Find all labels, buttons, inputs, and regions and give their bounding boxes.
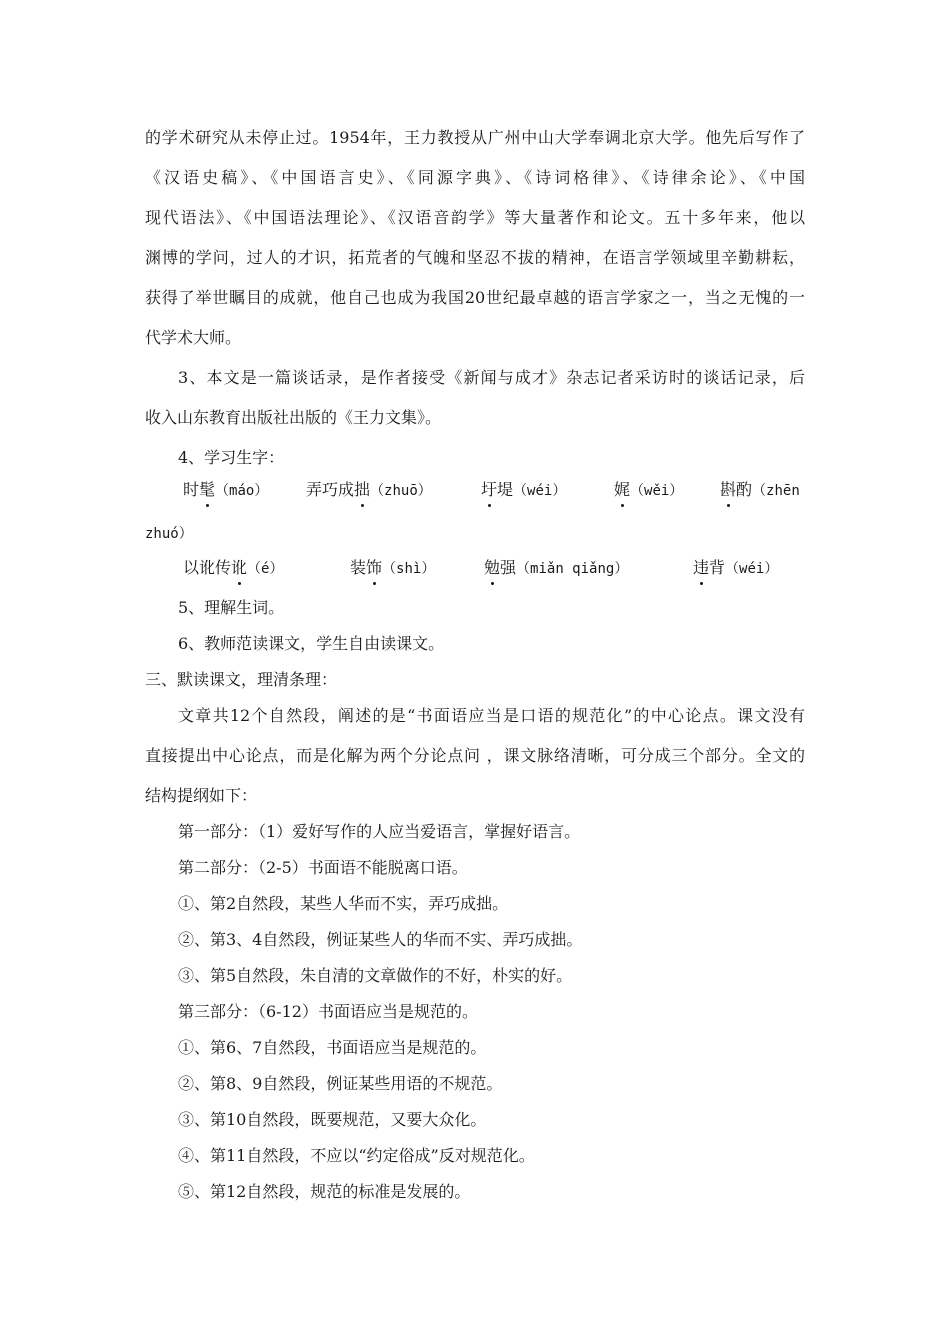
vocab-word: 弄巧成拙（zhuō） xyxy=(306,480,432,499)
intro-line: 的学术研究从未停止过。1954年，王力教授从广州中山大学奉调北京大学。他先后写作了 xyxy=(145,128,805,147)
intro-line: 代学术大师。 xyxy=(145,328,242,347)
section3-para-line: 直接提出中心论点，而是化解为两个分论点问 ，课文脉络清晰，可分成三个部分。全文的 xyxy=(145,746,805,765)
vocab-word: 娓（wěi） xyxy=(614,480,684,499)
intro-line: 获得了举世瞩目的成就，他自己也成为我国20世纪最卓越的语言学家之一，当之无愧的一 xyxy=(145,288,805,307)
vocab-word: 圩堤（wéi） xyxy=(481,480,567,499)
item3-line2: 收入山东教育出版社出版的《王力文集》。 xyxy=(145,408,442,427)
vocab-word: 时髦（máo） xyxy=(183,480,269,499)
section3-heading: 三、默读课文，理清条理： xyxy=(145,670,338,689)
vocab-wrap: zhuó） xyxy=(145,526,193,542)
outline-item: ③、第5自然段，朱自清的文章做作的不好，朴实的好。 xyxy=(178,966,573,985)
item4-title: 4、学习生字： xyxy=(178,448,285,467)
intro-line: 《汉语史稿》、《中国语言史》、《同源字典》、《诗词格律》、《诗律余论》、《中国 xyxy=(145,168,805,187)
item3-line1: 3、本文是一篇谈话录，是作者接受《新闻与成才》杂志记者采访时的谈话记录，后 xyxy=(178,368,805,387)
outline-item: ②、第8、9自然段，例证某些用语的不规范。 xyxy=(178,1074,503,1093)
outline-item: 第三部分：（6-12）书面语应当是规范的。 xyxy=(178,1002,478,1021)
outline-item: ②、第3、4自然段，例证某些人的华而不实、弄巧成拙。 xyxy=(178,930,583,949)
item5: 5、理解生词。 xyxy=(178,598,285,617)
outline-item: ①、第6、7自然段，书面语应当是规范的。 xyxy=(178,1038,487,1057)
outline-item: ③、第10自然段，既要规范，又要大众化。 xyxy=(178,1110,487,1129)
intro-line: 渊博的学问，过人的才识，拓荒者的气魄和坚忍不拔的精神，在语言学领域里辛勤耕耘， xyxy=(145,248,805,267)
vocab-word: 以讹传讹（é） xyxy=(183,558,284,577)
outline-item: 第二部分：（2-5）书面语不能脱离口语。 xyxy=(178,858,468,877)
vocab-word: 装饰（shì） xyxy=(350,558,436,577)
vocab-word: 违背（wéi） xyxy=(693,558,779,577)
outline-item: ①、第2自然段，某些人华而不实，弄巧成拙。 xyxy=(178,894,509,913)
intro-line: 现代语法》、《中国语法理论》、《汉语音韵学》等大量著作和论文。五十多年来，他以 xyxy=(145,208,805,227)
vocab-word: 斟酌（zhēn xyxy=(720,480,800,499)
section3-para-line: 结构提纲如下： xyxy=(145,786,258,805)
outline-item: ⑤、第12自然段，规范的标准是发展的。 xyxy=(178,1182,471,1201)
outline-item: ④、第11自然段，不应以“约定俗成”反对规范化。 xyxy=(178,1146,535,1165)
section3-para-line: 文章共12个自然段，阐述的是“书面语应当是口语的规范化”的中心论点。课文没有 xyxy=(178,706,805,725)
vocab-word: 勉强（miǎn qiǎng） xyxy=(484,558,629,577)
item6: 6、教师范读课文，学生自由读课文。 xyxy=(178,634,445,653)
outline-item: 第一部分：（1）爱好写作的人应当爱语言，掌握好语言。 xyxy=(178,822,581,841)
